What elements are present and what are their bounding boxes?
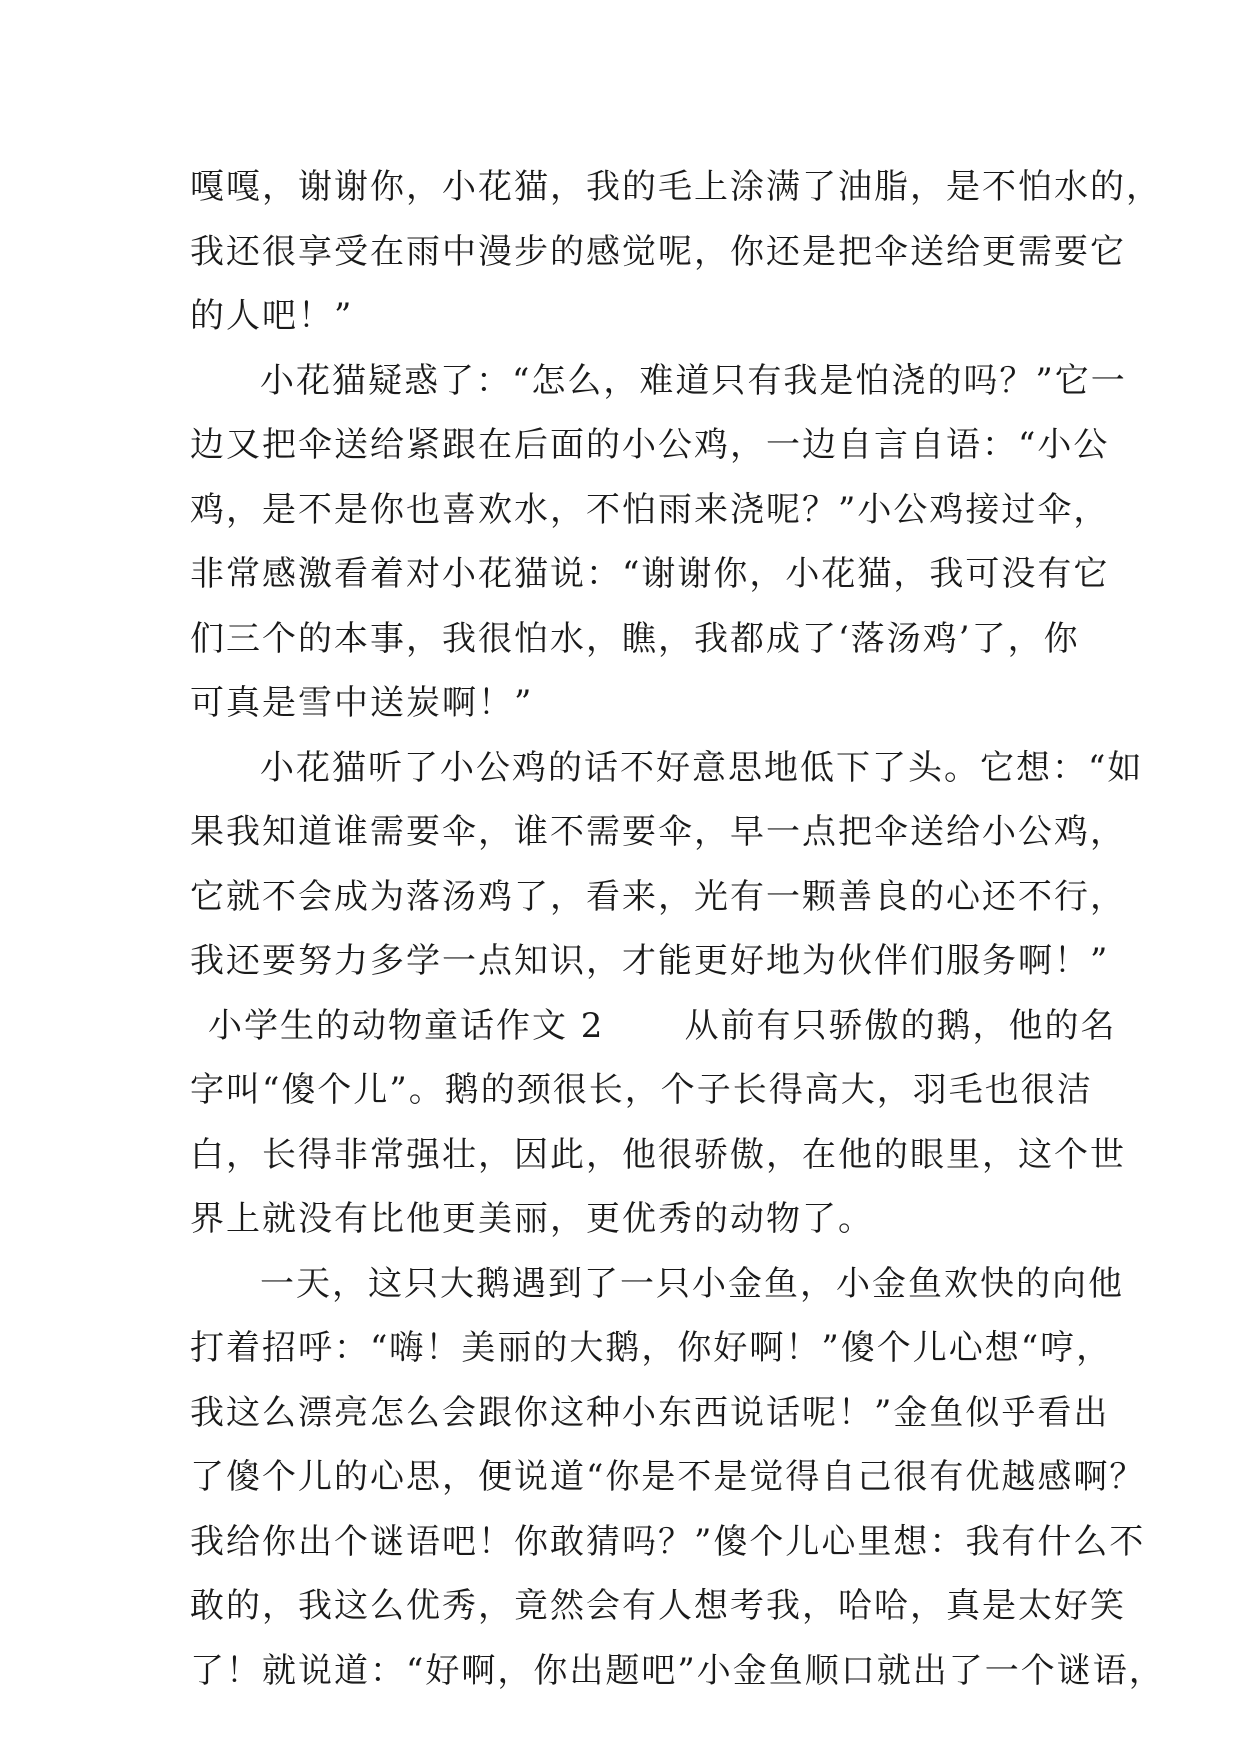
text-line: 果我知道谁需要伞，谁不需要伞，早一点把伞送给小公鸡， xyxy=(190,812,1126,852)
text-line: 一天，这只大鹅遇到了一只小金鱼，小金鱼欢快的向他 xyxy=(260,1263,1124,1304)
text-line: 字叫“傻个儿”。鹅的颈很长，个子长得高大，羽毛也很洁 xyxy=(190,1070,1093,1110)
text-line: 了！就说道：“好啊，你出题吧”小金鱼顺口就出了一个谜语， xyxy=(190,1650,1165,1691)
text-line: 我这么漂亮怎么会跟你这种小东西说话呢！”金鱼似乎看出 xyxy=(190,1392,1110,1433)
text-line: 小花猫听了小公鸡的话不好意思地低下了头。它想：“如 xyxy=(260,747,1144,788)
text-line: 我还要努力多学一点知识，才能更好地为伙伴们服务啊！” xyxy=(190,941,1110,981)
text-line: 白，长得非常强壮，因此，他很骄傲，在他的眼里，这个世 xyxy=(190,1134,1126,1175)
text-line: 打着招呼：“嗨！美丽的大鹅，你好啊！”傻个儿心想“哼， xyxy=(190,1328,1113,1368)
text-line: 从前有只骄傲的鹅，他的名 xyxy=(684,1005,1117,1046)
text-line: 我还很享受在雨中漫步的感觉呢，你还是把伞送给更需要它 xyxy=(190,231,1126,272)
text-line: 我给你出个谜语吧！你敢猜吗？”傻个儿心里想：我有什么不 xyxy=(190,1521,1146,1562)
section-title: 小学生的动物童话作文 2 xyxy=(208,1005,605,1046)
text-line: 边又把伞送给紧跟在后面的小公鸡，一边自言自语：“小公 xyxy=(190,425,1110,465)
text-line: 鸡，是不是你也喜欢水，不怕雨来浇呢？”小公鸡接过伞， xyxy=(190,489,1110,530)
text-line: 嘎嘎，谢谢你，小花猫，我的毛上涂满了油脂，是不怕水的， xyxy=(190,167,1162,207)
text-line: 可真是雪中送炭啊！” xyxy=(190,683,534,723)
text-line: 敢的，我这么优秀，竟然会有人想考我，哈哈，真是太好笑 xyxy=(190,1586,1126,1626)
text-line: 了傻个儿的心思，便说道“你是不是觉得自己很有优越感啊？ xyxy=(190,1457,1146,1497)
text-line: 非常感激看着对小花猫说：“谢谢你，小花猫，我可没有它 xyxy=(190,554,1110,594)
text-line: 它就不会成为落汤鸡了，看来，光有一颗善良的心还不行， xyxy=(190,876,1126,917)
text-line: 小花猫疑惑了：“怎么，难道只有我是怕浇的吗？”它一 xyxy=(260,360,1127,401)
text-line: 界上就没有比他更美丽，更优秀的动物了。 xyxy=(190,1199,874,1239)
text-line: 的人吧！” xyxy=(190,296,354,336)
text-line: 们三个的本事，我很怕水，瞧，我都成了‘落汤鸡’了，你 xyxy=(190,618,1080,659)
body-text xyxy=(190,155,1165,1703)
section-heading-line xyxy=(190,994,1117,1059)
